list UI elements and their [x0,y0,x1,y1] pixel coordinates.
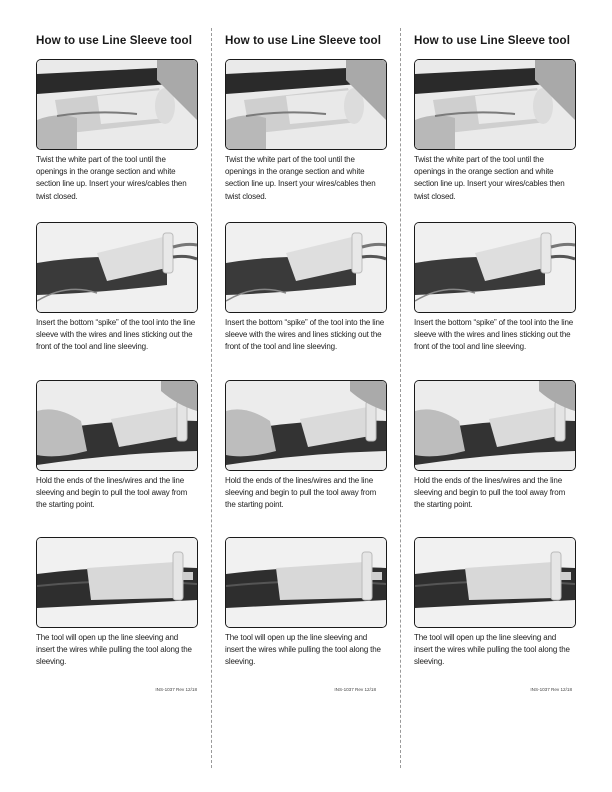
step-1 [225,59,387,203]
step-caption: The tool will open up the line sleeving and insert the wires while pulling the tool along the sleeving. [36,633,192,667]
step-caption: Hold the ends of the lines/wires and the line sleeving and begin to pull the tool away from the starting point. [414,476,566,510]
step-3 [414,380,576,512]
step-4 [36,537,198,669]
document-footer: INS-1037 Rev 12/18 [530,687,572,692]
step-1 [36,59,198,203]
panel-title: How to use Line Sleeve tool [225,34,382,47]
document-footer: INS-1037 Rev 12/18 [334,687,376,692]
instruction-panel-1 [36,0,198,792]
step-caption: Twist the white part of the tool until the openings in the orange section and white section line up. Insert your wires/cables then twist closed. [36,155,187,201]
step-caption: Insert the bottom “spike” of the tool into the line sleeve with the wires and lines sticking out the front of the tool and line sleeving. [225,318,385,352]
step-caption: Insert the bottom “spike” of the tool into the line sleeve with the wires and lines sticking out the front of the tool and line sleeving. [414,318,574,352]
step-photo-twist-tool [225,59,387,150]
step-photo-pull-tool [225,380,387,471]
step-photo-sleeving-wires [225,537,387,628]
step-photo-sleeving-wires [414,537,576,628]
step-photo-twist-tool [36,59,198,150]
step-3 [36,380,198,512]
panel-title: How to use Line Sleeve tool [414,34,571,47]
step-photo-insert-spike [414,222,576,313]
step-caption: Hold the ends of the lines/wires and the line sleeving and begin to pull the tool away from the starting point. [225,476,377,510]
step-caption: Insert the bottom “spike” of the tool into the line sleeve with the wires and lines sticking out the front of the tool and line sleeving. [36,318,196,352]
step-photo-pull-tool [36,380,198,471]
step-caption: Twist the white part of the tool until the openings in the orange section and white section line up. Insert your wires/cables then twist closed. [414,155,565,201]
step-photo-pull-tool [414,380,576,471]
step-1 [414,59,576,203]
step-2 [225,222,387,354]
instruction-panel-2 [225,0,387,792]
step-2 [414,222,576,354]
step-photo-insert-spike [36,222,198,313]
step-4 [225,537,387,669]
step-caption: Twist the white part of the tool until the openings in the orange section and white section line up. Insert your wires/cables then twist closed. [225,155,376,201]
step-2 [36,222,198,354]
step-caption: The tool will open up the line sleeving and insert the wires while pulling the tool along the sleeving. [414,633,570,667]
step-3 [225,380,387,512]
instruction-panel-3 [414,0,576,792]
step-4 [414,537,576,669]
step-photo-insert-spike [225,222,387,313]
step-caption: Hold the ends of the lines/wires and the line sleeving and begin to pull the tool away from the starting point. [36,476,188,510]
panel-title: How to use Line Sleeve tool [36,34,193,47]
document-footer: INS-1037 Rev 12/18 [155,687,197,692]
step-photo-sleeving-wires [36,537,198,628]
step-caption: The tool will open up the line sleeving and insert the wires while pulling the tool along the sleeving. [225,633,381,667]
step-photo-twist-tool [414,59,576,150]
cut-line [211,28,212,768]
cut-line [400,28,401,768]
